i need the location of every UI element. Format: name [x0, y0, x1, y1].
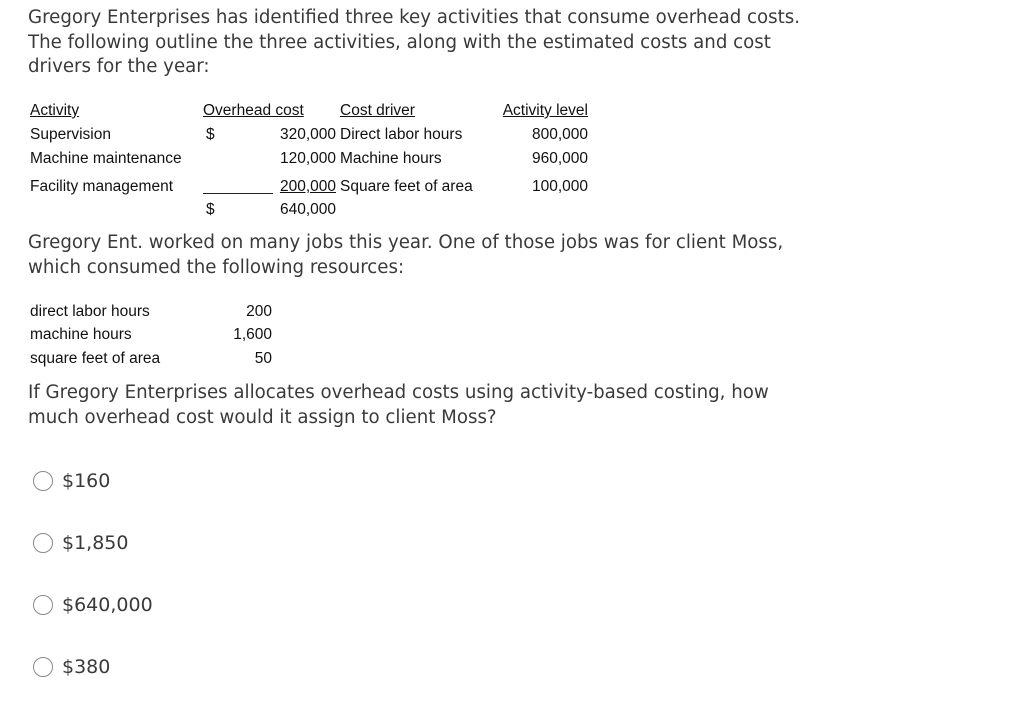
- resource-value: 50: [254, 350, 272, 367]
- answer-option[interactable]: [33, 470, 110, 492]
- row-driver: Direct labor hours: [340, 126, 463, 143]
- answer-option-label: $1,850: [62, 532, 129, 554]
- radio-circle-icon[interactable]: [33, 657, 53, 677]
- row-activity: Machine maintenance: [30, 150, 182, 167]
- row-activity: Supervision: [30, 126, 111, 143]
- answer-option[interactable]: [33, 594, 153, 616]
- intro-paragraph: Gregory Enterprises has identified three key activities that consume overhead costs. The following outline the three activities, along with the estimated costs and cost drivers for the year:: [28, 7, 801, 77]
- row-level: 960,000: [531, 150, 588, 167]
- header-overhead-cost: Overhead cost: [203, 102, 304, 119]
- header-activity-level: Activity level: [502, 102, 588, 119]
- radio-circle-icon[interactable]: [33, 595, 53, 615]
- answer-option[interactable]: [33, 656, 110, 678]
- job-paragraph: Gregory Ent. worked on many jobs this year. One of those jobs was for client Moss, which consumed the following resources:: [28, 232, 784, 278]
- row-cost: 120,000: [279, 150, 336, 167]
- row-cost: 320,000: [279, 126, 336, 143]
- answer-option-label: $640,000: [62, 594, 153, 616]
- radio-circle-icon[interactable]: [33, 471, 53, 491]
- row-currency: $: [206, 126, 215, 143]
- resource-label: direct labor hours: [30, 303, 150, 320]
- total-overhead: 640,000: [279, 201, 336, 218]
- header-activity: Activity: [30, 102, 80, 119]
- row-level: 800,000: [531, 126, 588, 143]
- total-currency: $: [206, 201, 215, 218]
- resource-label: machine hours: [30, 326, 132, 343]
- resource-label: square feet of area: [30, 350, 161, 367]
- resource-value: 1,600: [233, 326, 272, 343]
- row-cost: 200,000: [279, 178, 336, 195]
- row-activity: Facility management: [30, 178, 174, 195]
- answer-option[interactable]: [33, 532, 128, 554]
- row-level: 100,000: [531, 178, 588, 195]
- header-cost-driver: Cost driver: [340, 102, 415, 119]
- answer-option-label: $160: [62, 470, 111, 492]
- row-driver: Machine hours: [340, 150, 442, 167]
- resource-value: 200: [246, 303, 272, 320]
- row-driver: Square feet of area: [340, 178, 473, 195]
- answer-option-label: $380: [62, 656, 111, 678]
- question-text: If Gregory Enterprises allocates overhead costs using activity-based costing, how much overhead cost would it assign to client Moss?: [28, 382, 769, 428]
- radio-circle-icon[interactable]: [33, 533, 53, 553]
